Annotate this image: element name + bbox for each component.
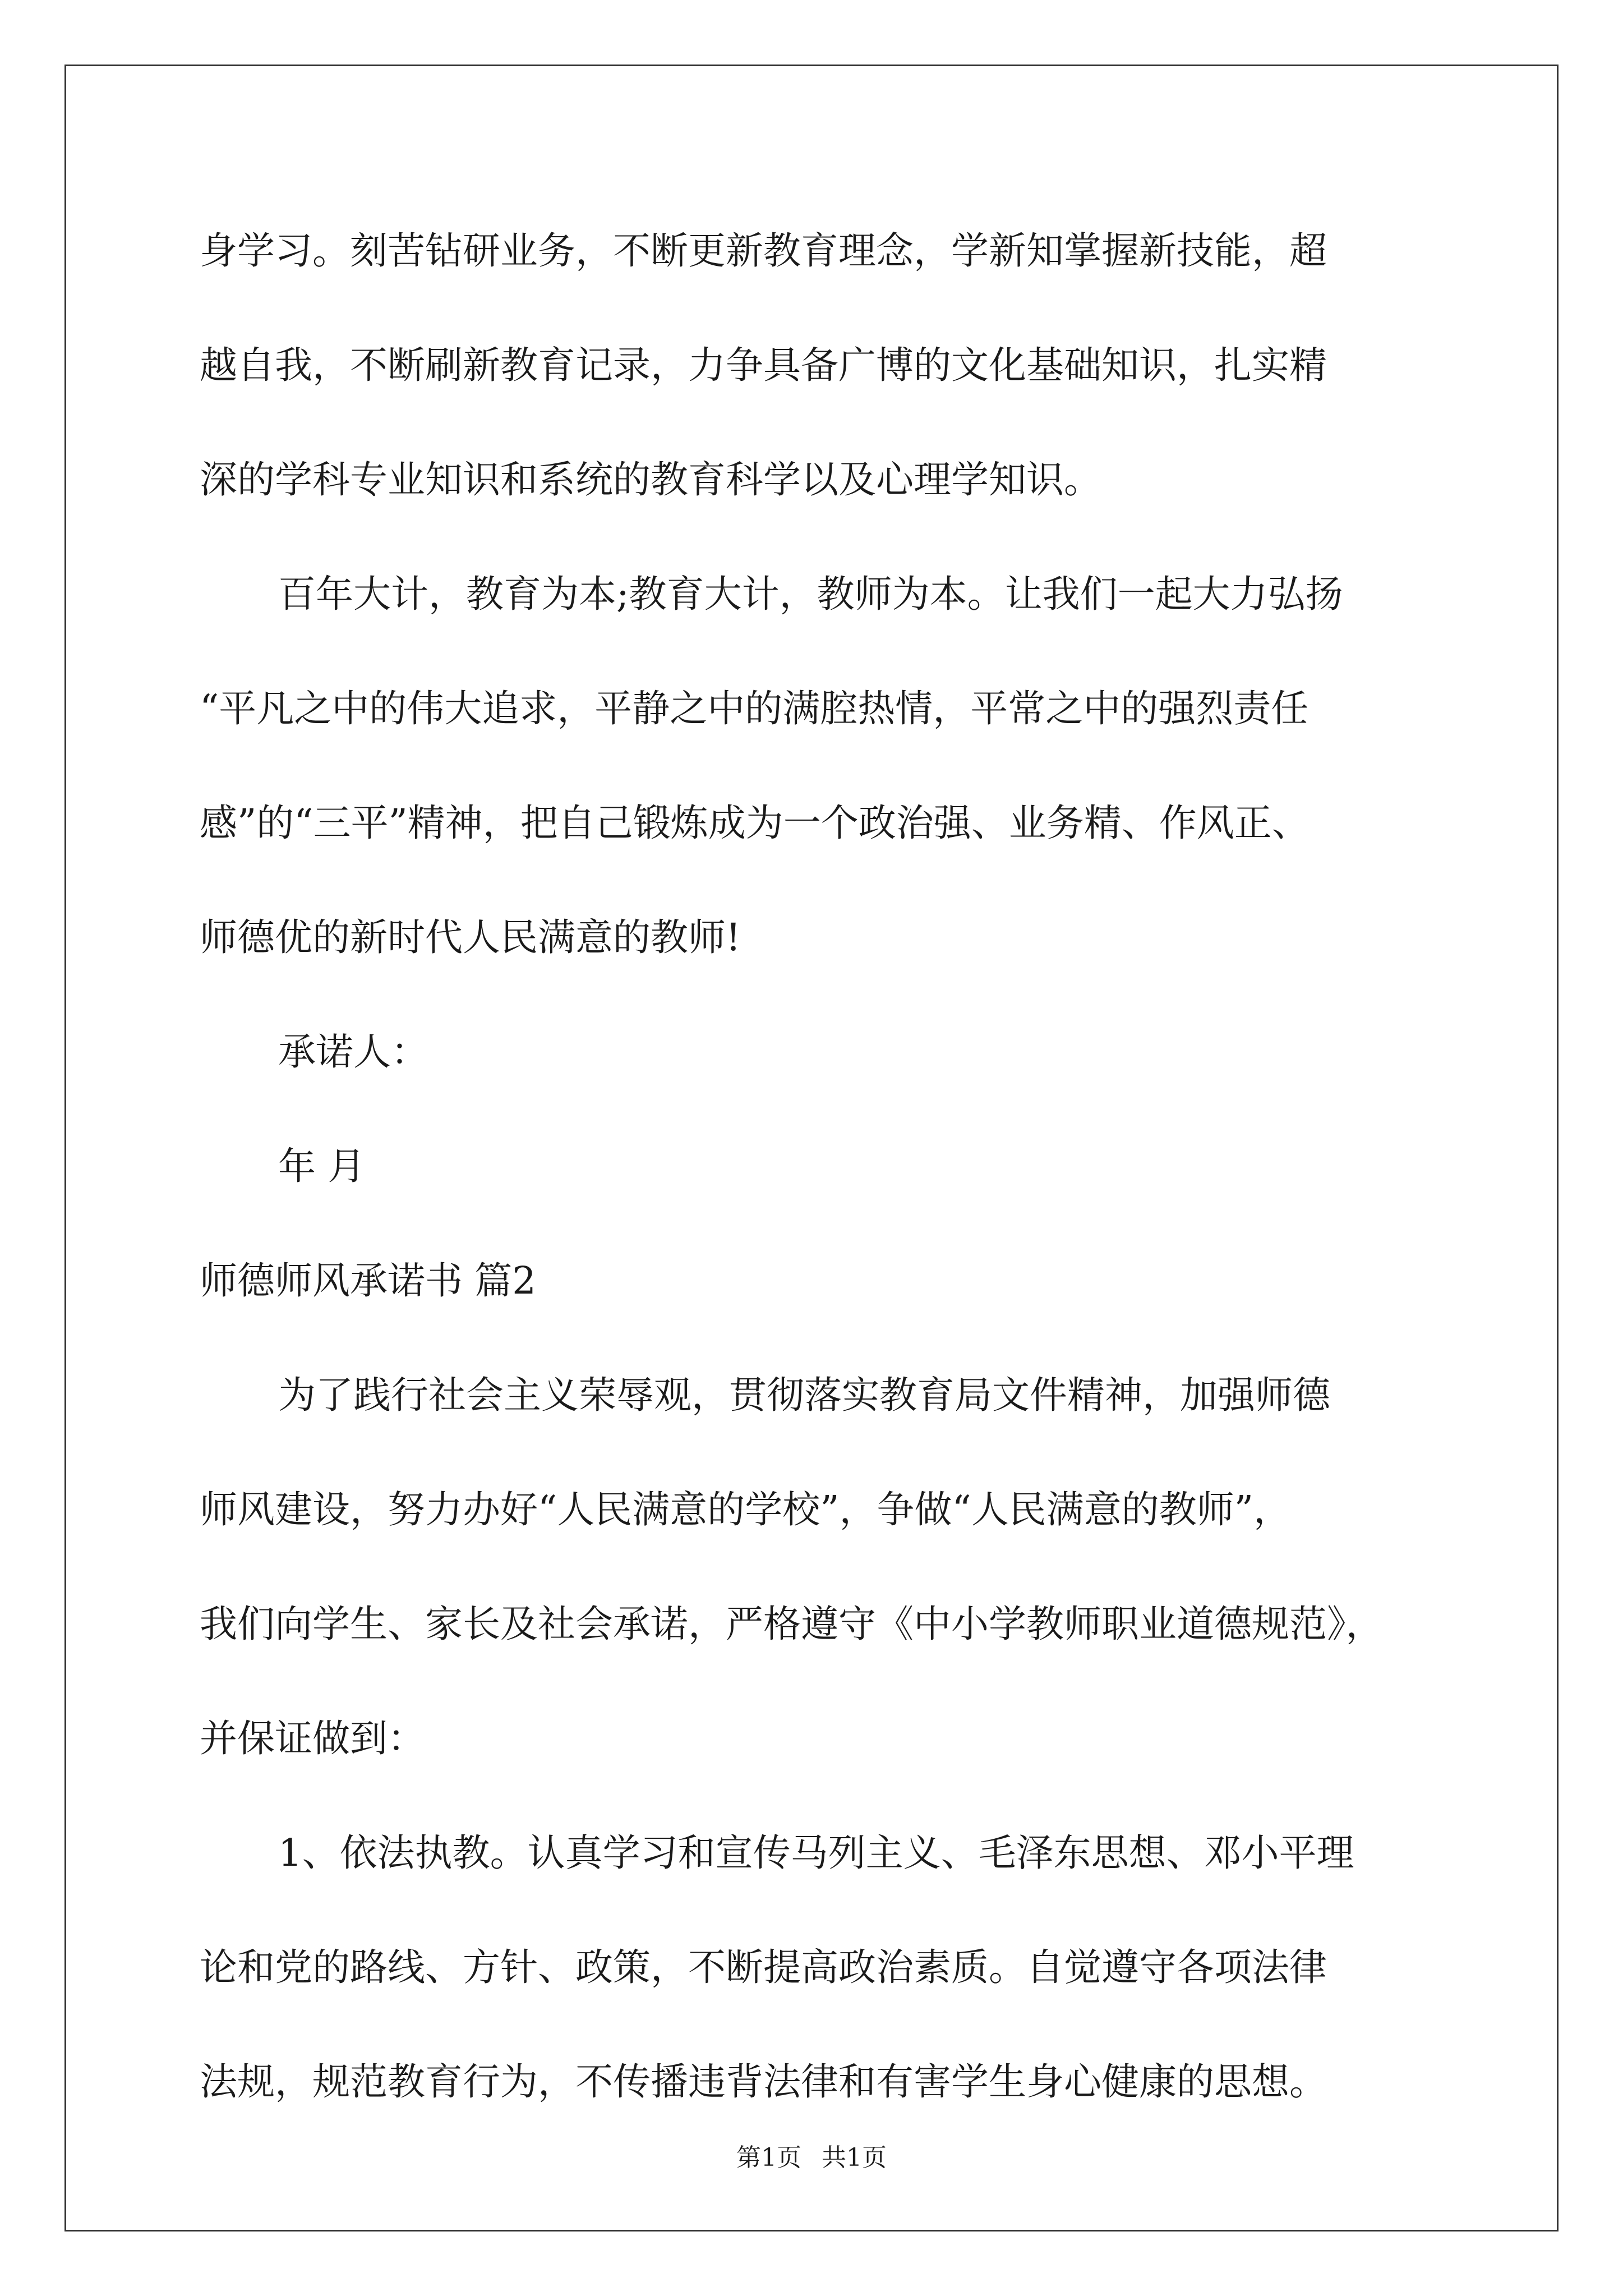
section-heading: 师德师风承诺书 篇2 xyxy=(200,1259,536,1303)
body-line: 越自我，不断刷新教育记录，力争具备广博的文化基础知识，扎实精 xyxy=(200,343,1327,387)
body-line: 论和党的路线、方针、政策，不断提高政治素质。自觉遵守各项法律 xyxy=(200,1945,1327,1989)
page-total: 共1页 xyxy=(822,2143,887,2172)
body-line: 百年大计，教育为本;教育大计，教师为本。让我们一起大力弘扬 xyxy=(278,572,1343,616)
page-footer xyxy=(0,2141,1623,2175)
body-line: 并保证做到： xyxy=(200,1717,425,1760)
body-line: 师德优的新时代人民满意的教师! xyxy=(200,915,741,959)
body-line: 1、依法执教。认真学习和宣传马列主义、毛泽东思想、邓小平理 xyxy=(278,1831,1354,1875)
body-line: 法规，规范教育行为，不传播违背法律和有害学生身心健康的思想。 xyxy=(200,2060,1327,2104)
body-line: 为了践行社会主义荣辱观，贯彻落实教育局文件精神，加强师德 xyxy=(278,1373,1330,1417)
body-line: “平凡之中的伟大追求，平静之中的满腔热情，平常之中的强烈责任 xyxy=(200,687,1309,730)
page-number: 第1页 xyxy=(736,2143,801,2172)
body-line: 感”的“三平”精神，把自己锻炼成为一个政治强、业务精、作风正、 xyxy=(200,801,1310,845)
date-line: 年 月 xyxy=(278,1144,366,1188)
body-line: 我们向学生、家长及社会承诺，严格遵守《中小学教师职业道德规范》， xyxy=(200,1602,1384,1646)
document-body xyxy=(200,220,1433,2165)
signatory-label: 承诺人： xyxy=(278,1030,428,1074)
body-line: 身学习。刻苦钻研业务，不断更新教育理念，学新知掌握新技能，超 xyxy=(200,229,1327,273)
body-line: 师风建设，努力办好“人民满意的学校”，争做“人民满意的教师”， xyxy=(200,1488,1292,1531)
body-line: 深的学科专业知识和系统的教育科学以及心理学知识。 xyxy=(200,458,1101,501)
